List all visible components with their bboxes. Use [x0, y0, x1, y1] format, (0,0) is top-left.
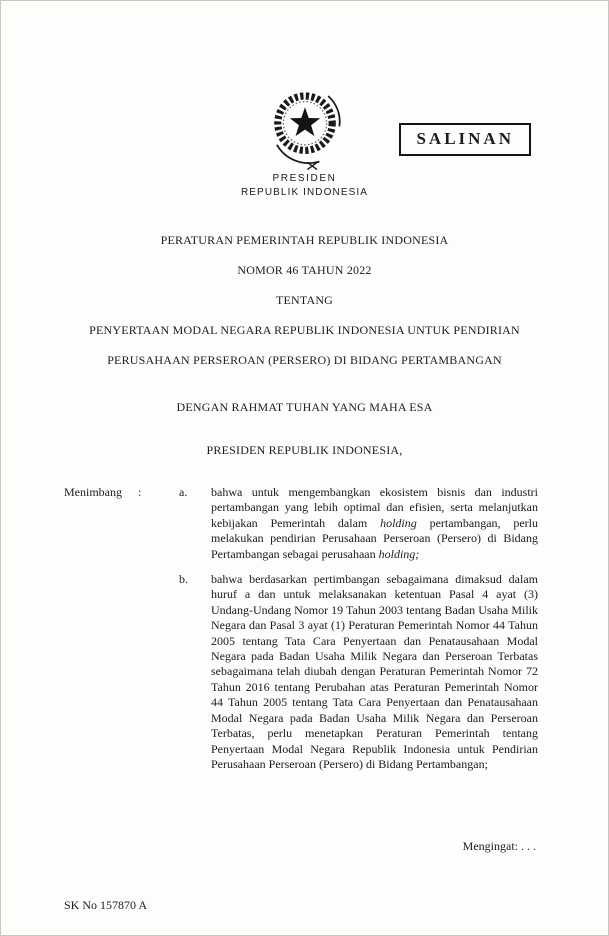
italic-holding-1: holding — [380, 515, 417, 530]
doc-type-title: PERATURAN PEMERINTAH REPUBLIK INDONESIA — [160, 233, 449, 247]
considering-item-b — [179, 572, 538, 772]
catchword-mengingat: Mengingat: . . . — [462, 839, 536, 853]
letterhead-republik-indonesia: REPUBLIK INDONESIA — [240, 187, 369, 198]
item-a-text — [211, 485, 538, 562]
considering-section — [64, 485, 538, 772]
considering-colon: : — [138, 485, 142, 499]
text-run: bahwa berdasarkan pertimbangan sebagaimana dimaksud dalam huruf a dan untuk melaksanakan ketentuan Pasal 4 ayat (3) Undang-Undang Nomor 19 Tahun 2003 tentang Badan Usaha Milik Negara dan Pasal 3 ayat (1) Peraturan Pemerintah Nomor 44 Tahun 2005 tentang Tata Cara Penyertaan dan Penatausahaan Modal Negara pada Badan Usaha Milik Negara dan Perseroan Terbatas sebagaimana telah diubah dengan Peraturan Pemerintah Nomor 72 Tahun 2016 tentang Perubahan atas Peraturan Pemerintah Nomor 44 Tahun 2005 tentang Tata Cara Penyertaan dan Penatausahaan Modal Negara pada Badan Usaha Milik Negara dan Perseroan Terbatas, perlu menetapkan Peraturan Pemerintah tentang Penyertaan Modal Negara Republik Indonesia untuk Pendirian Perusahaan Perseroan (Persero) di Bidang Pertambangan; — [211, 572, 538, 771]
item-b-text — [211, 572, 538, 772]
item-a-marker: a. — [179, 485, 188, 499]
authority-line: PRESIDEN REPUBLIK INDONESIA, — [206, 443, 403, 457]
about-label: TENTANG — [275, 293, 334, 307]
footer-sk-code: SK No 157870 A — [64, 898, 148, 912]
considering-item-a — [179, 485, 538, 562]
salinan-stamp: SALINAN — [399, 123, 531, 156]
letterhead — [1, 173, 608, 198]
subject-line-2: PERUSAHAAN PERSEROAN (PERSERO) DI BIDANG PERTAMBANGAN — [107, 353, 502, 367]
italic-holding-2: holding; — [378, 546, 420, 561]
doc-number: NOMOR 46 TAHUN 2022 — [237, 263, 372, 277]
text-run: pertambangan, perlu melakukan pendirian Perusahaan Perseroan (Persero) di Bidang Pertambangan sebagai perusahaan — [211, 515, 539, 561]
considering-label: Menimbang — [64, 485, 122, 499]
subject-line-1: PENYERTAAN MODAL NEGARA REPUBLIK INDONESIA UNTUK PENDIRIAN — [89, 323, 520, 337]
grace-line: DENGAN RAHMAT TUHAN YANG MAHA ESA — [176, 400, 433, 414]
presidential-star-wreath-emblem — [265, 83, 345, 173]
text-run: bahwa untuk mengembangkan ekosistem bisnis dan industri pertambangan yang lebih optimal dan efisien, serta melanjutkan kebijakan Pemerintah dalam — [211, 485, 538, 530]
letterhead-presiden: PRESIDEN — [272, 173, 337, 184]
item-b-marker: b. — [179, 572, 188, 587]
title-block — [31, 233, 578, 383]
considering-items — [179, 485, 538, 772]
